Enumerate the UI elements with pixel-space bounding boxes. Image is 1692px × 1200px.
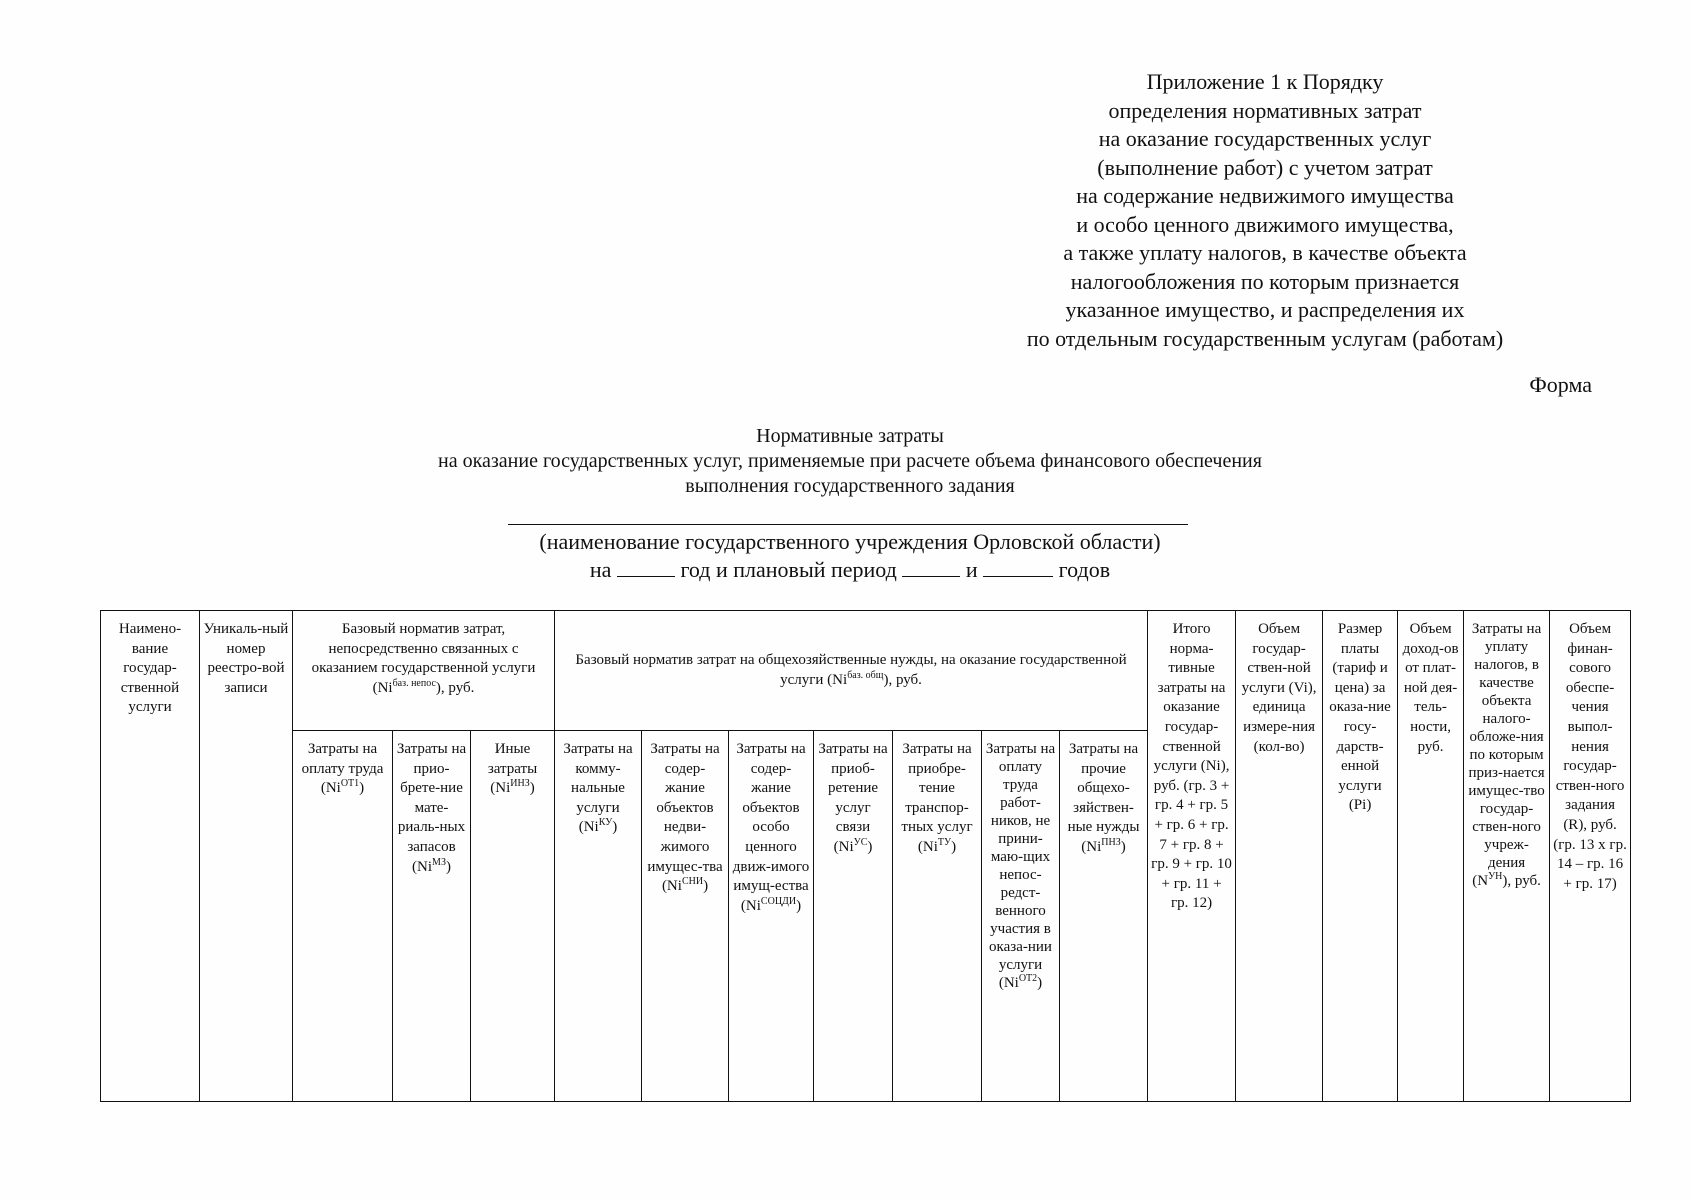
period-text: год и плановый период — [680, 557, 897, 582]
subcol-real-estate — [642, 731, 729, 1102]
col-tax — [1464, 611, 1550, 1102]
appendix-line: определения нормативных затрат — [1108, 97, 1422, 123]
col-financing: Объем финан-сового обеспе-чения выпол-нения государ-ствен-ного задания (R), руб. (гр. 13 х гр. 14 – гр. 16 + гр. 17) — [1550, 611, 1631, 1102]
subcol-end: ) — [1037, 975, 1043, 991]
organization-fill-line — [508, 524, 1188, 525]
base-direct-sup: баз. непос — [392, 677, 436, 689]
subcol-sup: СОЦДИ — [760, 895, 797, 907]
col-total: Итого норма-тивные затраты на оказание государ-ственной услуги (Ni), руб. (гр. 3 + гр. 4 + гр. 5 + гр. 6 + гр. 7 + гр. 8 + гр. 9 + гр. 10 + гр. 11 + гр. 12) — [1148, 611, 1236, 1102]
appendix-line: и особо ценного движимого имущества, — [1076, 211, 1454, 237]
subcol-sup: ТУ — [937, 836, 952, 848]
base-general-text: Базовый норматив затрат на общехозяйственные нужды, на оказание государственной услуги (Ni — [575, 651, 1127, 688]
subcol-utilities — [555, 731, 642, 1102]
plan-year-2-blank — [983, 556, 1053, 577]
subcol-sup: МЗ — [432, 856, 446, 868]
plan-year-1-blank — [902, 556, 960, 577]
appendix-line: указанное имущество, и распределения их — [1065, 297, 1465, 322]
table-header-row — [101, 611, 1631, 731]
col-base-general — [555, 611, 1148, 731]
subcol-sym: (Ni — [740, 897, 761, 914]
tax-sup: УН — [1488, 871, 1503, 882]
subcol-sym: (Ni — [917, 838, 938, 855]
organization-caption: (наименование государственного учреждения Орловской области) — [539, 529, 1161, 554]
tax-unit: ), руб. — [1502, 873, 1541, 889]
subcol-sym: (Ni — [1081, 838, 1102, 855]
title-line: выполнения государственного задания — [685, 475, 1015, 497]
col-base-direct — [293, 611, 555, 731]
col-volume: Объем государ-ствен-ной услуги (Vi), единица измере-ния (кол-во) — [1236, 611, 1323, 1102]
subcol-sym: (Ni — [833, 838, 854, 855]
subcol-end: ) — [1120, 838, 1126, 855]
base-general-unit: ), руб. — [883, 671, 922, 688]
subcol-sym: (Ni — [998, 975, 1019, 991]
appendix-header — [980, 68, 1550, 353]
document-title — [300, 424, 1400, 499]
subcol-end: ) — [529, 780, 535, 797]
subcol-sup: СНИ — [681, 876, 704, 888]
col-registry-number: Уникаль-ный номер реестро-вой записи — [200, 611, 293, 1102]
subcol-labor — [293, 731, 393, 1102]
subcol-sym: (Ni — [320, 780, 341, 797]
period-text: годов — [1058, 557, 1111, 582]
appendix-line: на содержание недвижимого имущества — [1076, 183, 1454, 208]
subcol-sup: ОТ1 — [340, 778, 360, 790]
subcol-end: ) — [445, 858, 451, 875]
subcol-sup: ПНЗ — [1101, 836, 1121, 848]
subcol-sym: (Ni — [490, 780, 511, 797]
subcol-end: ) — [951, 838, 957, 855]
subcol-transport — [893, 731, 982, 1102]
appendix-line: налогообложения по которым признается — [1070, 268, 1460, 294]
subcol-sym: (Ni — [412, 858, 433, 875]
subcol-label: Затраты на прочие общехо-зяйствен-ные нужды — [1067, 741, 1140, 836]
base-direct-text: Базовый норматив затрат, непосредственно связанных с оказанием государственной услуги — [311, 621, 536, 677]
tax-text: Затраты на уплату налогов, в качестве объекта налого-обложе-ния по которым приз-нается имущес-тво государ-ствен-ного учреж-дения (N — [1468, 621, 1545, 889]
subcol-other-general — [1060, 731, 1148, 1102]
title-line: на оказание государственных услуг, применяемые при расчете объема финансового обеспечения — [438, 450, 1262, 472]
col-fee: Размер платы (тариф и цена) за оказа-ние госу-дарств-енной услуги (Pi) — [1323, 611, 1398, 1102]
appendix-line: Приложение 1 к Порядку — [1146, 69, 1384, 94]
period-text: на — [589, 557, 612, 582]
appendix-line: (выполнение работ) с учетом затрат — [1097, 154, 1433, 180]
subcol-end: ) — [359, 780, 365, 797]
subcol-sup: КУ — [598, 817, 613, 829]
subcol-label: Затраты на содер-жание объектов недви-жимого имущес-тва — [647, 741, 723, 875]
subcol-label: Затраты на комму-нальные услуги — [563, 741, 633, 816]
year-blank — [617, 556, 675, 577]
subcol-sup: УС — [853, 836, 868, 848]
base-direct-sym: (Ni — [372, 679, 393, 696]
subcol-sup: ИНЗ — [510, 778, 530, 790]
subcol-label: Затраты на содер-жание объектов особо ценного движ-имого имущ-ества — [732, 741, 810, 895]
subcol-movable-property — [729, 731, 814, 1102]
col-service-name: Наимено-вание государ-ственной услуги — [101, 611, 200, 1102]
base-general-sup: баз. общ — [847, 669, 884, 681]
subcol-indirect-labor — [982, 731, 1060, 1102]
period-line — [300, 556, 1400, 584]
appendix-line: на оказание государственных услуг — [1098, 126, 1432, 151]
base-direct-unit: ), руб. — [435, 679, 475, 696]
subcol-sym: (Ni — [661, 878, 682, 895]
subcol-sym: (Ni — [578, 819, 599, 836]
subcol-end: ) — [867, 838, 873, 855]
col-income: Объем доход-ов от плат-ной дея-тель-ности, руб. — [1398, 611, 1464, 1102]
subcol-label: Иные затраты — [487, 741, 538, 777]
subcol-other — [471, 731, 555, 1102]
subcol-end: ) — [703, 878, 709, 895]
subcol-label: Затраты на оплату труда — [301, 741, 384, 777]
subcol-communications — [814, 731, 893, 1102]
period-text: и — [965, 557, 978, 582]
subcol-materials — [393, 731, 471, 1102]
subcol-end: ) — [612, 819, 618, 836]
title-line: Нормативные затраты — [756, 425, 944, 447]
appendix-line: а также уплату налогов, в качестве объекта — [1063, 240, 1467, 265]
subcol-label: Затраты на прио-брете-ние мате-риаль-ных запасов — [396, 741, 467, 855]
form-label: Форма — [1529, 372, 1592, 397]
subcol-end: ) — [796, 897, 802, 914]
subcol-label: Затраты на оплату труда работ-ников, не прини-маю-щих непос-редст-венного участия в оказа-нии услуги — [985, 741, 1056, 973]
appendix-line: по отдельным государственным услугам (работам) — [1026, 325, 1504, 351]
subcol-sup: ОТ2 — [1018, 973, 1038, 984]
subcol-label: Затраты на приобре-тение транспор-тных услуг — [901, 741, 973, 836]
normative-costs-table — [100, 610, 1631, 1102]
subcol-label: Затраты на приоб-ретение услуг связи — [818, 741, 888, 836]
